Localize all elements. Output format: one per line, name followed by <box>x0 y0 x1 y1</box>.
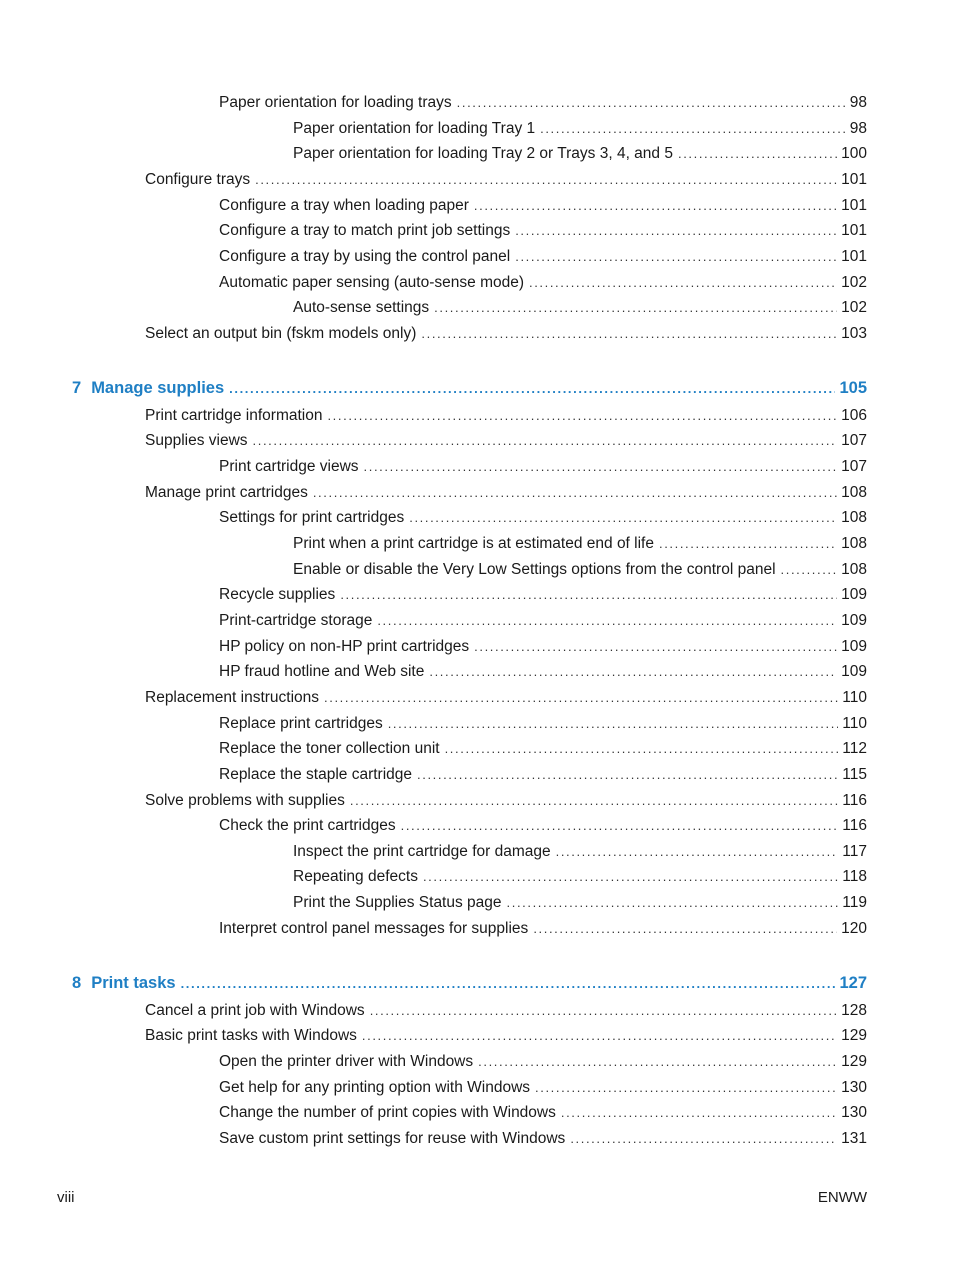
toc-entry-title: HP policy on non-HP print cartridges <box>219 638 470 655</box>
toc-entry-page: 112 <box>842 740 867 757</box>
dot-leader <box>362 1028 837 1043</box>
toc-entry[interactable] <box>219 458 867 480</box>
toc-entry[interactable] <box>219 920 867 942</box>
toc-entry[interactable] <box>145 171 867 193</box>
dot-leader <box>781 562 838 577</box>
toc-entry-title: Automatic paper sensing (auto-sense mode) <box>219 274 524 291</box>
toc-entry[interactable] <box>219 638 867 660</box>
dot-leader <box>561 1105 837 1120</box>
toc-entry[interactable] <box>219 1053 867 1075</box>
toc-entry-title: Replace print cartridges <box>219 715 383 732</box>
toc-entry-page: 109 <box>841 612 867 629</box>
toc-entry-page: 102 <box>841 274 867 291</box>
toc-entry-title: Configure a tray by using the control panel <box>219 248 511 265</box>
dot-leader <box>457 95 846 110</box>
toc-entry-title: Inspect the print cartridge for damage <box>293 843 551 860</box>
toc-entry-page: 129 <box>841 1027 867 1044</box>
toc-entry[interactable] <box>219 612 867 634</box>
toc-entry[interactable] <box>145 432 867 454</box>
dot-leader <box>229 381 835 396</box>
toc-entry[interactable] <box>293 299 867 321</box>
toc-entry-page: 129 <box>841 1053 867 1070</box>
toc-entry[interactable] <box>145 325 867 347</box>
toc-entry[interactable] <box>219 817 867 839</box>
toc-entry-page: 130 <box>841 1079 867 1096</box>
toc-entry-page: 119 <box>842 894 867 911</box>
toc-entry-title: Replacement instructions <box>145 689 320 706</box>
toc-entry-title: Select an output bin (fskm models only) <box>145 325 417 342</box>
dot-leader <box>409 510 837 525</box>
dot-leader <box>515 223 837 238</box>
toc-entry-title: Auto-sense settings <box>293 299 430 316</box>
chapter-number: 7 <box>72 379 82 397</box>
toc-entry-page: 100 <box>841 145 867 162</box>
toc-entry[interactable] <box>145 1027 867 1049</box>
toc-entry-page: 117 <box>842 843 867 860</box>
dot-leader <box>434 300 837 315</box>
toc-entry-title: Save custom print settings for reuse with Windows <box>219 1130 566 1147</box>
toc-entry[interactable] <box>145 689 867 711</box>
dot-leader <box>181 976 836 991</box>
toc-entry-page: 131 <box>841 1130 867 1147</box>
toc-entry-title: Change the number of print copies with Windows <box>219 1104 556 1121</box>
toc-entry-title: Recycle supplies <box>219 586 336 603</box>
dot-leader <box>377 613 837 628</box>
dot-leader <box>678 146 837 161</box>
toc-chapter-entry[interactable] <box>72 974 867 996</box>
toc-entry-title: Print tasks <box>91 974 176 992</box>
toc-entry-title: Print-cartridge storage <box>219 612 373 629</box>
toc-entry-title: Paper orientation for loading Tray 1 <box>293 120 536 137</box>
toc-entry-page: 101 <box>841 171 867 188</box>
toc-entry[interactable] <box>293 120 867 142</box>
toc-entry[interactable] <box>145 1002 867 1024</box>
toc-entry[interactable] <box>219 766 867 788</box>
toc-entry-page: 130 <box>841 1104 867 1121</box>
dot-leader <box>507 895 839 910</box>
toc-entry[interactable] <box>219 1104 867 1126</box>
chapter-number: 8 <box>72 974 82 992</box>
toc-entry-page: 110 <box>842 715 867 732</box>
toc-entry-page: 107 <box>841 458 867 475</box>
toc-entry-title: Configure a tray when loading paper <box>219 197 469 214</box>
toc-entry-page: 116 <box>842 817 867 834</box>
toc-entry-title: Settings for print cartridges <box>219 509 405 526</box>
dot-leader <box>423 869 838 884</box>
toc-entry-page: 108 <box>841 561 867 578</box>
dot-leader <box>388 716 839 731</box>
dot-leader <box>324 690 838 705</box>
toc-entry-page: 102 <box>841 299 867 316</box>
toc-entry-title: Enable or disable the Very Low Settings options from the control panel <box>293 561 776 578</box>
toc-entry[interactable] <box>219 274 867 296</box>
toc-entry-page: 118 <box>842 868 867 885</box>
dot-leader <box>474 198 837 213</box>
dot-leader <box>478 1054 837 1069</box>
toc-entry[interactable] <box>219 509 867 531</box>
toc-entry-title: HP fraud hotline and Web site <box>219 663 425 680</box>
toc-entry-title: Open the printer driver with Windows <box>219 1053 474 1070</box>
toc-entry-page: 116 <box>842 792 867 809</box>
dot-leader <box>350 793 838 808</box>
toc-entry-page: 98 <box>849 120 867 137</box>
footer-page-number: viii <box>57 1189 75 1206</box>
toc-entry[interactable] <box>219 740 867 762</box>
toc-entry-page: 109 <box>841 586 867 603</box>
toc-entry[interactable] <box>219 663 867 685</box>
toc-entry[interactable] <box>219 248 867 270</box>
toc-entry-title: Print the Supplies Status page <box>293 894 502 911</box>
toc-entry-title: Basic print tasks with Windows <box>145 1027 357 1044</box>
toc-entry-title: Get help for any printing option with Windows <box>219 1079 531 1096</box>
toc-entry-page: 101 <box>841 222 867 239</box>
toc-entry-page: 108 <box>841 535 867 552</box>
dot-leader <box>313 485 837 500</box>
toc-entry-page: 107 <box>841 432 867 449</box>
toc-entry[interactable] <box>219 586 867 608</box>
dot-leader <box>529 275 837 290</box>
toc-entry[interactable] <box>219 197 867 219</box>
toc-entry-title: Repeating defects <box>293 868 418 885</box>
dot-leader <box>515 249 837 264</box>
dot-leader <box>445 741 839 756</box>
toc-entry[interactable] <box>145 792 867 814</box>
toc-entry-title: Solve problems with supplies <box>145 792 345 809</box>
dot-leader <box>417 767 838 782</box>
toc-entry-page: 108 <box>841 484 867 501</box>
dot-leader <box>540 121 846 136</box>
toc-entry-page: 98 <box>849 94 867 111</box>
toc-entry-page: 128 <box>841 1002 867 1019</box>
toc-entry[interactable] <box>219 715 867 737</box>
toc-entry-page: 110 <box>842 689 867 706</box>
toc-entry[interactable] <box>219 94 867 116</box>
toc-entry-page: 120 <box>841 920 867 937</box>
toc-entry-title: Configure trays <box>145 171 251 188</box>
dot-leader <box>535 1080 837 1095</box>
toc-entry-title: Paper orientation for loading trays <box>219 94 452 111</box>
toc-entry-title: Print cartridge views <box>219 458 359 475</box>
dot-leader <box>364 459 838 474</box>
dot-leader <box>533 921 837 936</box>
toc-entry-title: Configure a tray to match print job settings <box>219 222 511 239</box>
dot-leader <box>253 433 838 448</box>
toc-entry-title: Print cartridge information <box>145 407 323 424</box>
toc-entry[interactable] <box>219 1079 867 1101</box>
toc-entry[interactable] <box>145 407 867 429</box>
toc-entry[interactable] <box>293 145 867 167</box>
toc-entry[interactable] <box>293 535 867 557</box>
toc-chapter-entry[interactable] <box>72 379 867 401</box>
toc-entry[interactable] <box>219 1130 867 1152</box>
toc-entry-page: 101 <box>841 197 867 214</box>
toc-entry-title: Cancel a print job with Windows <box>145 1002 365 1019</box>
dot-leader <box>327 408 837 423</box>
dot-leader <box>474 639 837 654</box>
dot-leader <box>421 326 837 341</box>
toc-entry-page: 127 <box>839 974 867 992</box>
toc-entry-title: Print when a print cartridge is at estimated end of life <box>293 535 654 552</box>
dot-leader <box>255 172 837 187</box>
toc-entry-page: 101 <box>841 248 867 265</box>
toc-entry-page: 108 <box>841 509 867 526</box>
toc-entry[interactable] <box>145 484 867 506</box>
toc-entry[interactable] <box>293 843 867 865</box>
toc-entry-page: 105 <box>839 379 867 397</box>
dot-leader <box>401 818 839 833</box>
toc-entry-page: 106 <box>841 407 867 424</box>
toc-entry-page: 115 <box>842 766 867 783</box>
toc-entry-title: Manage supplies <box>91 379 225 397</box>
toc-entry-title: Paper orientation for loading Tray 2 or Trays 3, 4, and 5 <box>293 145 673 162</box>
dot-leader <box>570 1131 837 1146</box>
toc-entry-title: Replace the staple cartridge <box>219 766 413 783</box>
toc-entry[interactable] <box>293 868 867 890</box>
dot-leader <box>556 844 839 859</box>
footer-edition: ENWW <box>817 1189 867 1206</box>
toc-entry-page: 109 <box>841 663 867 680</box>
toc-entry-title: Interpret control panel messages for supplies <box>219 920 529 937</box>
toc-entry[interactable] <box>293 894 867 916</box>
toc-entry-title: Manage print cartridges <box>145 484 308 501</box>
toc-entry-title: Supplies views <box>145 432 248 449</box>
toc-entry-page: 109 <box>841 638 867 655</box>
toc-entry[interactable] <box>219 222 867 244</box>
toc-entry-title: Replace the toner collection unit <box>219 740 440 757</box>
dot-leader <box>370 1003 837 1018</box>
dot-leader <box>659 536 837 551</box>
dot-leader <box>429 664 837 679</box>
dot-leader <box>340 587 837 602</box>
toc-entry[interactable] <box>293 561 867 583</box>
toc-entry-page: 103 <box>841 325 867 342</box>
toc-entry-title: Check the print cartridges <box>219 817 396 834</box>
